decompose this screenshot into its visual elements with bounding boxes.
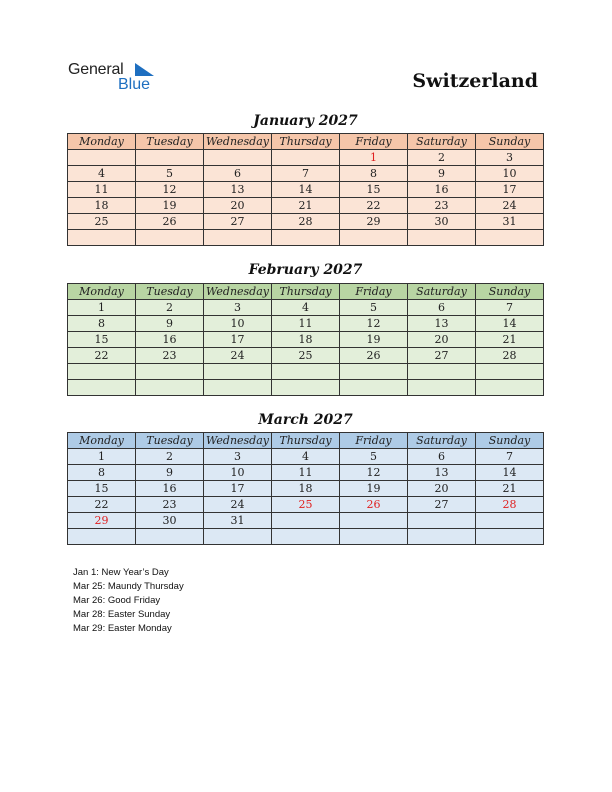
day-cell: 14 xyxy=(476,465,544,481)
day-cell: 19 xyxy=(136,198,204,214)
weekday-header: Thursday xyxy=(272,134,340,150)
day-cell: 25 xyxy=(272,497,340,513)
holiday-note: Jan 1: New Year’s Day xyxy=(73,567,169,578)
weekday-header: Tuesday xyxy=(136,284,204,300)
weekday-header: Friday xyxy=(340,134,408,150)
week-row xyxy=(68,316,544,332)
weekday-header: Friday xyxy=(340,284,408,300)
day-cell xyxy=(272,150,340,166)
holiday-note: Mar 26: Good Friday xyxy=(73,595,161,606)
day-cell xyxy=(408,529,476,545)
day-cell: 9 xyxy=(136,316,204,332)
weekday-header: Wednesday xyxy=(204,134,272,150)
day-cell xyxy=(476,513,544,529)
day-cell: 3 xyxy=(476,150,544,166)
day-cell: 27 xyxy=(408,497,476,513)
day-cell: 16 xyxy=(408,182,476,198)
weekday-header: Sunday xyxy=(476,433,544,449)
week-row xyxy=(68,230,544,246)
day-cell: 14 xyxy=(476,316,544,332)
calendar-february xyxy=(67,283,544,396)
day-cell xyxy=(340,364,408,380)
day-cell: 20 xyxy=(408,481,476,497)
holiday-note: Mar 25: Maundy Thursday xyxy=(73,581,184,592)
day-cell: 10 xyxy=(476,166,544,182)
day-cell xyxy=(204,529,272,545)
holiday-note: Mar 28: Easter Sunday xyxy=(73,609,171,620)
day-cell: 26 xyxy=(340,497,408,513)
day-cell: 9 xyxy=(408,166,476,182)
weekday-header: Wednesday xyxy=(204,284,272,300)
day-cell: 10 xyxy=(204,465,272,481)
day-cell xyxy=(136,529,204,545)
week-row xyxy=(68,150,544,166)
day-cell: 12 xyxy=(136,182,204,198)
day-cell: 17 xyxy=(476,182,544,198)
weekday-header: Friday xyxy=(340,433,408,449)
weekday-header: Sunday xyxy=(476,134,544,150)
week-row xyxy=(68,214,544,230)
weekday-header: Monday xyxy=(68,284,136,300)
weekday-header: Wednesday xyxy=(204,433,272,449)
day-cell: 2 xyxy=(136,300,204,316)
day-cell: 1 xyxy=(68,300,136,316)
day-cell: 2 xyxy=(408,150,476,166)
day-cell xyxy=(136,230,204,246)
week-row xyxy=(68,182,544,198)
day-cell: 11 xyxy=(272,465,340,481)
weekday-header: Saturday xyxy=(408,134,476,150)
day-cell: 16 xyxy=(136,481,204,497)
day-cell xyxy=(68,364,136,380)
day-cell: 24 xyxy=(204,348,272,364)
day-cell: 15 xyxy=(68,481,136,497)
day-cell: 25 xyxy=(68,214,136,230)
day-cell: 11 xyxy=(68,182,136,198)
day-cell: 7 xyxy=(476,300,544,316)
day-cell: 21 xyxy=(272,198,340,214)
day-cell xyxy=(476,380,544,396)
day-cell: 6 xyxy=(204,166,272,182)
week-row xyxy=(68,481,544,497)
logo-text-general: General xyxy=(68,61,124,78)
day-cell: 3 xyxy=(204,449,272,465)
day-cell: 27 xyxy=(408,348,476,364)
day-cell: 2 xyxy=(136,449,204,465)
month-title-january: January 2027 xyxy=(253,113,358,129)
day-cell: 31 xyxy=(476,214,544,230)
day-cell: 29 xyxy=(340,214,408,230)
weekday-header: Saturday xyxy=(408,433,476,449)
day-cell: 10 xyxy=(204,316,272,332)
week-row xyxy=(68,166,544,182)
day-cell xyxy=(204,380,272,396)
day-cell: 12 xyxy=(340,465,408,481)
weekday-header-row xyxy=(68,134,544,150)
day-cell xyxy=(272,380,340,396)
day-cell: 28 xyxy=(476,348,544,364)
day-cell: 22 xyxy=(68,497,136,513)
day-cell xyxy=(68,380,136,396)
weekday-header: Thursday xyxy=(272,433,340,449)
day-cell xyxy=(204,150,272,166)
day-cell: 26 xyxy=(136,214,204,230)
weekday-header: Tuesday xyxy=(136,134,204,150)
day-cell: 6 xyxy=(408,300,476,316)
day-cell xyxy=(272,364,340,380)
day-cell: 13 xyxy=(204,182,272,198)
logo-triangle-icon xyxy=(133,63,155,77)
day-cell xyxy=(408,230,476,246)
day-cell: 13 xyxy=(408,465,476,481)
day-cell: 4 xyxy=(272,300,340,316)
day-cell: 21 xyxy=(476,481,544,497)
day-cell: 13 xyxy=(408,316,476,332)
week-row xyxy=(68,364,544,380)
week-row xyxy=(68,380,544,396)
day-cell: 20 xyxy=(204,198,272,214)
day-cell: 5 xyxy=(136,166,204,182)
day-cell: 23 xyxy=(136,348,204,364)
weekday-header: Monday xyxy=(68,433,136,449)
week-row xyxy=(68,300,544,316)
day-cell: 30 xyxy=(408,214,476,230)
weekday-header-row xyxy=(68,284,544,300)
day-cell xyxy=(476,230,544,246)
day-cell: 22 xyxy=(68,348,136,364)
day-cell xyxy=(136,364,204,380)
day-cell: 9 xyxy=(136,465,204,481)
day-cell: 24 xyxy=(204,497,272,513)
calendar-january xyxy=(67,133,544,246)
day-cell: 1 xyxy=(340,150,408,166)
day-cell: 4 xyxy=(272,449,340,465)
day-cell: 1 xyxy=(68,449,136,465)
weekday-header-row xyxy=(68,433,544,449)
day-cell: 23 xyxy=(408,198,476,214)
day-cell: 29 xyxy=(68,513,136,529)
day-cell: 28 xyxy=(476,497,544,513)
day-cell: 4 xyxy=(68,166,136,182)
holiday-note: Mar 29: Easter Monday xyxy=(73,623,172,634)
weekday-header: Thursday xyxy=(272,284,340,300)
day-cell: 23 xyxy=(136,497,204,513)
day-cell: 31 xyxy=(204,513,272,529)
day-cell xyxy=(136,380,204,396)
day-cell xyxy=(408,513,476,529)
day-cell xyxy=(272,513,340,529)
day-cell: 28 xyxy=(272,214,340,230)
day-cell xyxy=(476,364,544,380)
day-cell: 22 xyxy=(340,198,408,214)
day-cell: 8 xyxy=(68,316,136,332)
day-cell xyxy=(136,150,204,166)
week-row xyxy=(68,465,544,481)
day-cell: 24 xyxy=(476,198,544,214)
day-cell: 6 xyxy=(408,449,476,465)
day-cell: 17 xyxy=(204,332,272,348)
day-cell: 3 xyxy=(204,300,272,316)
day-cell xyxy=(68,230,136,246)
day-cell xyxy=(340,380,408,396)
day-cell: 27 xyxy=(204,214,272,230)
day-cell: 30 xyxy=(136,513,204,529)
day-cell: 5 xyxy=(340,300,408,316)
week-row xyxy=(68,198,544,214)
day-cell xyxy=(340,513,408,529)
day-cell: 18 xyxy=(272,332,340,348)
day-cell: 5 xyxy=(340,449,408,465)
day-cell: 17 xyxy=(204,481,272,497)
weekday-header: Monday xyxy=(68,134,136,150)
day-cell: 16 xyxy=(136,332,204,348)
day-cell: 14 xyxy=(272,182,340,198)
week-row xyxy=(68,513,544,529)
day-cell: 20 xyxy=(408,332,476,348)
day-cell xyxy=(272,529,340,545)
weekday-header: Sunday xyxy=(476,284,544,300)
weekday-header: Saturday xyxy=(408,284,476,300)
day-cell xyxy=(340,529,408,545)
week-row xyxy=(68,348,544,364)
day-cell xyxy=(68,529,136,545)
day-cell xyxy=(408,380,476,396)
day-cell xyxy=(340,230,408,246)
country-title: Switzerland xyxy=(412,70,538,92)
day-cell xyxy=(68,150,136,166)
logo-text-blue: Blue xyxy=(118,76,151,93)
day-cell: 8 xyxy=(68,465,136,481)
week-row xyxy=(68,529,544,545)
day-cell xyxy=(476,529,544,545)
day-cell: 8 xyxy=(340,166,408,182)
day-cell: 18 xyxy=(68,198,136,214)
week-row xyxy=(68,332,544,348)
day-cell: 25 xyxy=(272,348,340,364)
calendar-march xyxy=(67,432,544,545)
month-title-february: February 2027 xyxy=(248,262,363,278)
day-cell: 7 xyxy=(476,449,544,465)
week-row xyxy=(68,497,544,513)
day-cell: 18 xyxy=(272,481,340,497)
holiday-notes xyxy=(73,566,184,636)
day-cell: 11 xyxy=(272,316,340,332)
day-cell: 15 xyxy=(340,182,408,198)
day-cell: 15 xyxy=(68,332,136,348)
day-cell: 19 xyxy=(340,332,408,348)
day-cell: 19 xyxy=(340,481,408,497)
day-cell: 21 xyxy=(476,332,544,348)
day-cell xyxy=(408,364,476,380)
weekday-header: Tuesday xyxy=(136,433,204,449)
general-blue-logo xyxy=(68,60,158,100)
month-title-march: March 2027 xyxy=(258,412,353,428)
day-cell: 26 xyxy=(340,348,408,364)
day-cell: 12 xyxy=(340,316,408,332)
day-cell xyxy=(204,364,272,380)
day-cell xyxy=(204,230,272,246)
day-cell: 7 xyxy=(272,166,340,182)
week-row xyxy=(68,449,544,465)
day-cell xyxy=(272,230,340,246)
